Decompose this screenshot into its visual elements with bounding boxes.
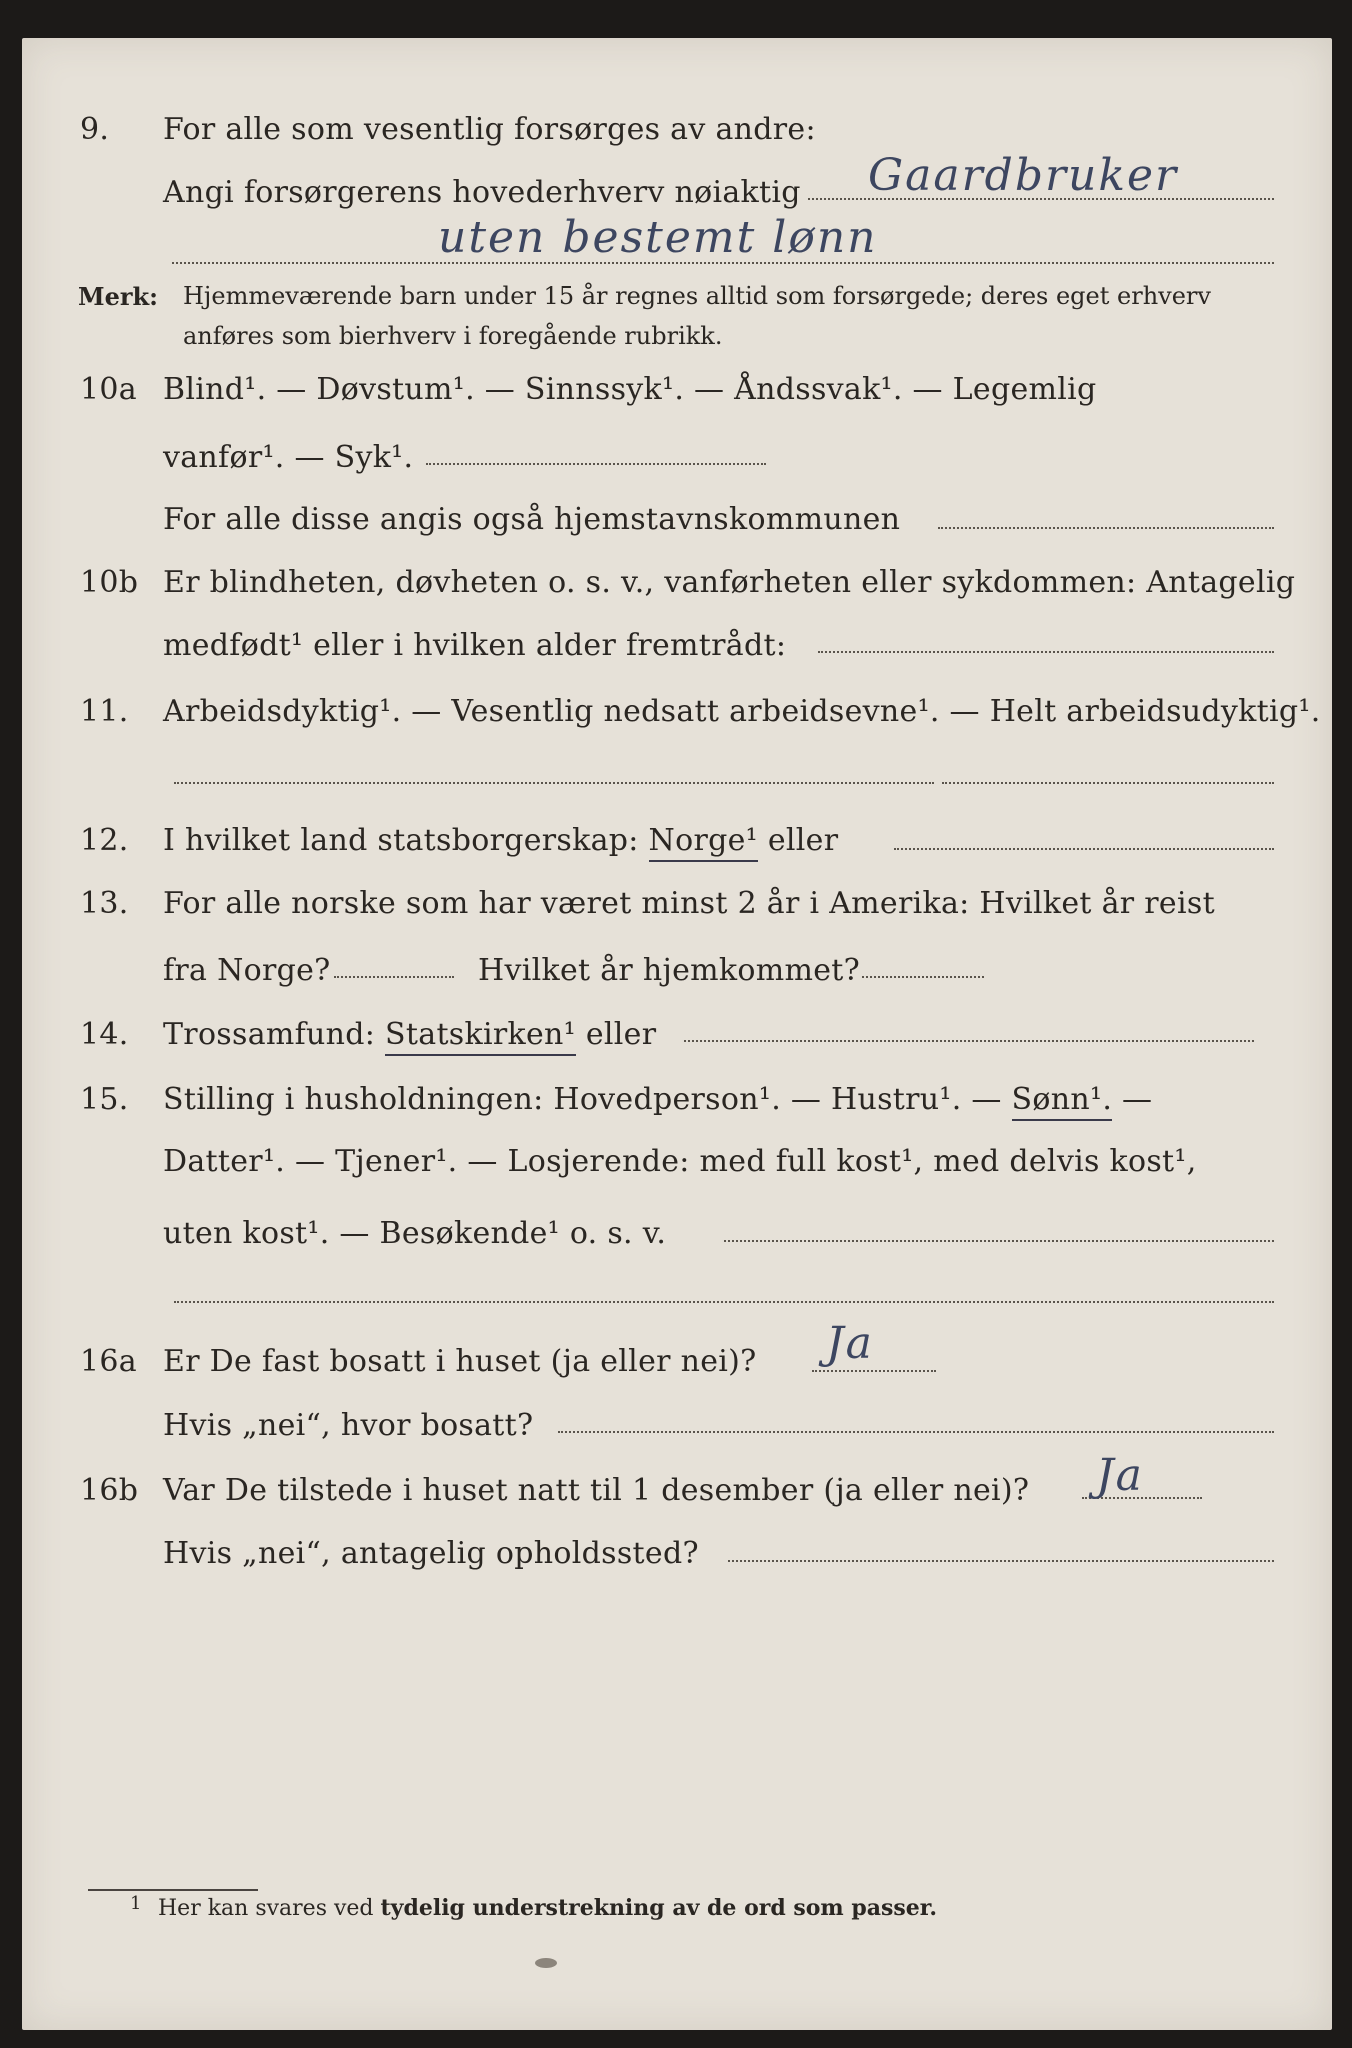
q16b-number: 16b <box>80 1473 139 1508</box>
q13-text-2a: fra Norge? <box>163 953 331 988</box>
q15-text-3: uten kost¹. — Besøkende¹ o. s. v. <box>163 1216 667 1251</box>
q14-text <box>163 1017 656 1052</box>
q16b-text-2: Hvis „nei“, antagelig opholdssted? <box>163 1536 699 1571</box>
footnote-text <box>158 1895 937 1921</box>
q16a-answer-line-2 <box>558 1431 1274 1433</box>
merk-label: Merk: <box>78 282 158 311</box>
q16b-answer-line-2 <box>728 1560 1274 1562</box>
q11-answer-line-2 <box>942 782 1274 784</box>
q10a-text-1: Blind¹. — Døvstum¹. — Sinnssyk¹. — Åndssvak¹. — Legemlig <box>163 372 1097 407</box>
q10b-text-1: Er blindheten, døvheten o. s. v., vanførheten eller sykdommen: Antagelig <box>163 565 1296 600</box>
q15-prefix: Stilling i husholdningen: Hovedperson¹. — Hustru¹. — <box>163 1082 1002 1117</box>
q16b-text-1: Var De tilstede i huset natt til 1 desember (ja eller nei)? <box>163 1473 1030 1508</box>
q13-answer-line-1 <box>334 976 454 978</box>
q15-text-2: Datter¹. — Tjener¹. — Losjerende: med full kost¹, med delvis kost¹, <box>163 1144 1197 1179</box>
q13-text-1: For alle norske som har været minst 2 år i Amerika: Hvilket år reist <box>163 886 1215 921</box>
q15-number: 15. <box>80 1082 129 1117</box>
q9-text-1: For alle som vesentlig forsørges av andre: <box>163 112 816 147</box>
q14-answer-line <box>684 1040 1254 1042</box>
footnote-bold: tydelig understrekning av de ord som passer. <box>380 1895 938 1921</box>
q9-number: 9. <box>80 112 110 147</box>
q15-suffix: — <box>1122 1082 1153 1117</box>
q12-answer-line <box>894 848 1274 850</box>
footnote-rule <box>88 1889 258 1891</box>
q9-handwritten-answer-2: uten bestemt lønn <box>438 212 878 263</box>
q10b-number: 10b <box>80 565 139 600</box>
q9-text-2: Angi forsørgerens hovederhverv nøiaktig <box>163 175 801 210</box>
q11-number: 11. <box>80 694 129 729</box>
merk-text-2: anføres som bierhverv i foregående rubrikk. <box>183 322 723 350</box>
q10b-answer-line <box>818 651 1274 653</box>
q10a-text-3: For alle disse angis også hjemstavnskommunen <box>163 502 901 537</box>
q16a-text-2: Hvis „nei“, hvor bosatt? <box>163 1408 534 1443</box>
q9-handwritten-answer-1: Gaardbruker <box>868 150 1179 201</box>
q16a-number: 16a <box>80 1344 137 1379</box>
q10a-answer-line-1 <box>426 463 766 465</box>
q10a-text-2: vanfør¹. — Syk¹. <box>163 440 414 475</box>
q10b-text-2: medfødt¹ eller i hvilken alder fremtrådt: <box>163 628 787 663</box>
q12-text <box>163 823 838 858</box>
q15-text-1 <box>163 1082 1152 1117</box>
q13-text-2b: Hvilket år hjemkommet? <box>478 953 861 988</box>
q12-suffix: eller <box>767 823 839 858</box>
q12-number: 12. <box>80 823 129 858</box>
q14-prefix: Trossamfund: <box>163 1017 376 1052</box>
footnote-plain: Her kan svares ved <box>158 1896 374 1921</box>
q14-number: 14. <box>80 1017 129 1052</box>
paper-smudge <box>535 1958 557 1968</box>
q14-suffix: eller <box>585 1017 657 1052</box>
q16a-handwritten-answer: Ja <box>826 1318 874 1369</box>
merk-text-1: Hjemmeværende barn under 15 år regnes alltid som forsørgede; deres eget erhverv <box>183 282 1211 310</box>
q13-answer-line-2 <box>862 976 984 978</box>
q10a-number: 10a <box>80 372 137 407</box>
q14-selected-statskirken: Statskirken¹ <box>385 1017 576 1056</box>
q16a-answer-line <box>812 1370 936 1372</box>
q11-answer-line-1 <box>174 782 934 784</box>
footnote-mark: 1 <box>130 1893 142 1914</box>
q13-number: 13. <box>80 886 129 921</box>
q15-selected-sonn: Sønn¹. <box>1012 1082 1113 1121</box>
q11-text-1: Arbeidsdyktig¹. — Vesentlig nedsatt arbeidsevne¹. — Helt arbeidsudyktig¹. <box>163 694 1321 729</box>
q12-prefix: I hvilket land statsborgerskap: <box>163 823 639 858</box>
q15-answer-line-1 <box>724 1240 1274 1242</box>
q12-selected-norge: Norge¹ <box>649 823 758 862</box>
q16a-text-1: Er De fast bosatt i huset (ja eller nei)? <box>163 1344 757 1379</box>
q16b-handwritten-answer: Ja <box>1096 1450 1144 1501</box>
q10a-answer-line-2 <box>938 527 1274 529</box>
q15-answer-line-2 <box>174 1301 1274 1303</box>
